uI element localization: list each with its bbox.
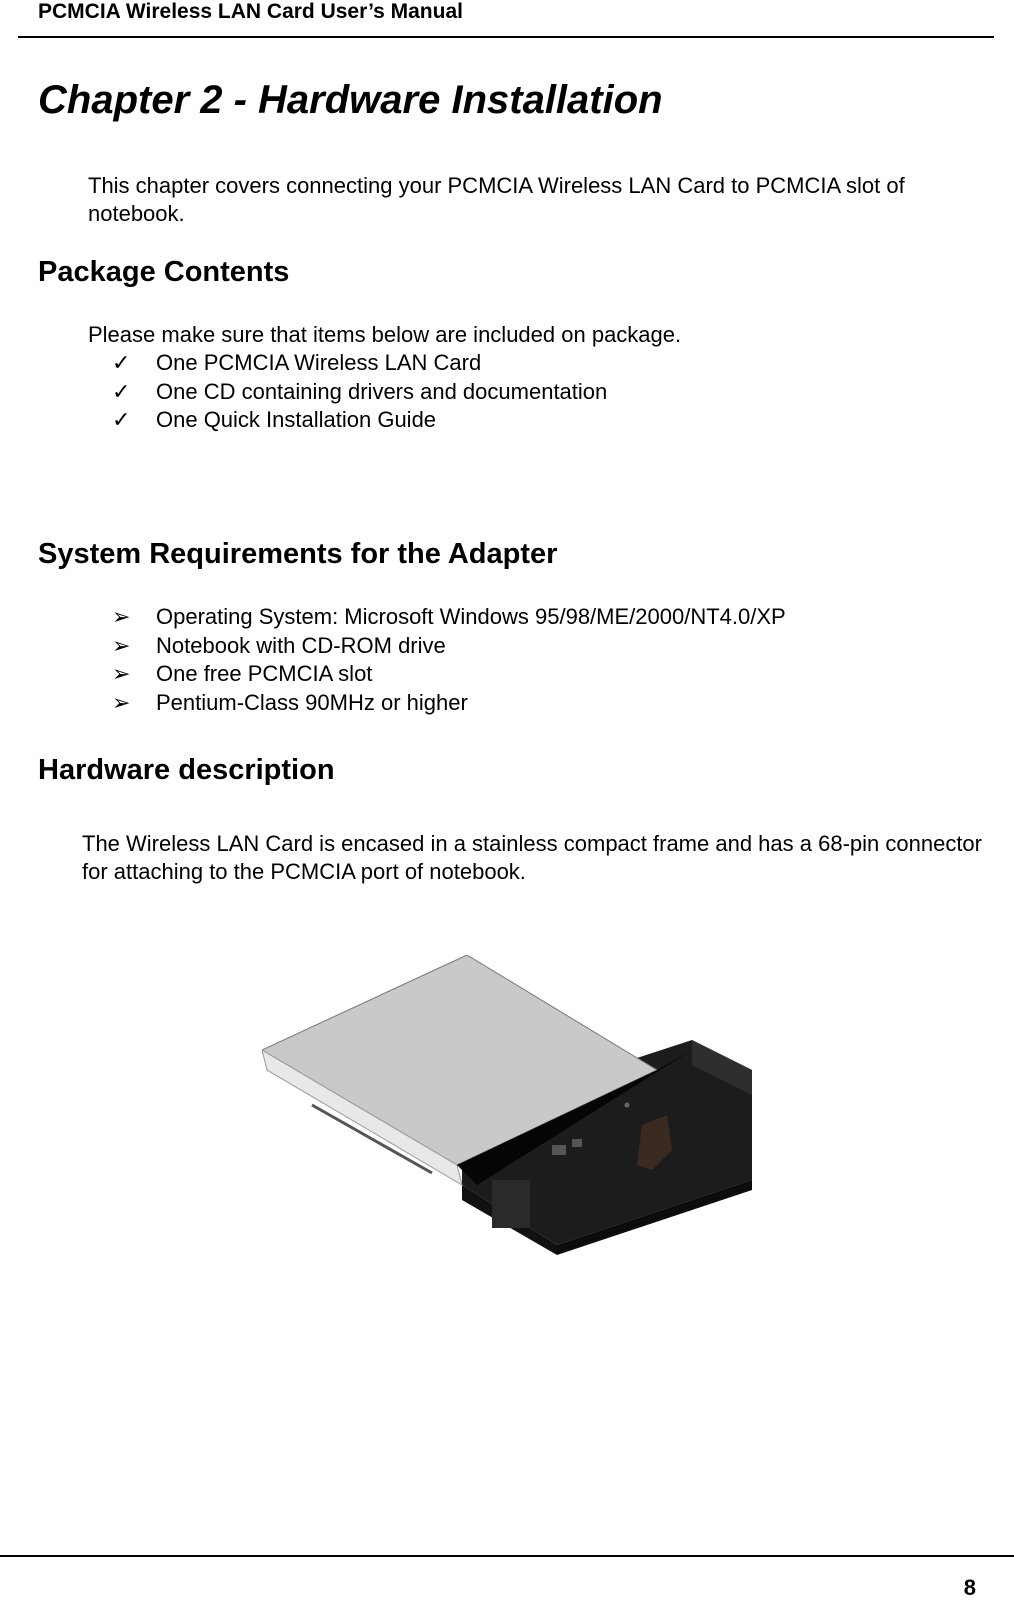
- page-number: 8: [963, 1575, 976, 1600]
- hardware-description-heading: Hardware description: [38, 754, 335, 786]
- pcmcia-card-illustration: [262, 955, 762, 1275]
- list-item-label: One Quick Installation Guide: [156, 407, 437, 432]
- package-contents-heading: Package Contents: [38, 256, 290, 288]
- arrow-bullet-icon: ➢: [112, 689, 131, 715]
- list-item-label: Notebook with CD-ROM drive: [156, 632, 446, 658]
- list-item-label: One PCMCIA Wireless LAN Card: [156, 350, 482, 375]
- checkmark-icon: ✓: [112, 350, 131, 375]
- list-item: [112, 349, 607, 378]
- package-contents-lead: Please make sure that items below are included on package.: [88, 322, 682, 347]
- running-header: PCMCIA Wireless LAN Card User’s Manual: [38, 0, 463, 23]
- chapter-intro: This chapter covers connecting your PCMCIA Wireless LAN Card to PCMCIA slot of notebook.: [88, 173, 905, 226]
- arrow-bullet-icon: ➢: [112, 632, 131, 658]
- checkmark-icon: ✓: [112, 407, 131, 432]
- list-item-label: Pentium-Class 90MHz or higher: [156, 689, 468, 715]
- list-item: [112, 603, 786, 632]
- list-item-label: One CD containing drivers and documentation: [156, 378, 608, 404]
- list-item-label: One free PCMCIA slot: [156, 661, 373, 686]
- arrow-bullet-icon: ➢: [112, 661, 131, 686]
- hardware-description-body: The Wireless LAN Card is encased in a stainless compact frame and has a 68-pin connector for attaching to the PCMCIA port of notebook.: [82, 831, 982, 884]
- package-contents-list: [112, 349, 608, 435]
- list-item: [112, 660, 786, 689]
- list-item-label: Operating System: Microsoft Windows 95/98/ME/2000/NT4.0/XP: [156, 604, 786, 629]
- list-item: [112, 632, 786, 661]
- footer-rule: [0, 1555, 1014, 1557]
- list-item: [112, 406, 607, 435]
- arrow-bullet-icon: ➢: [112, 604, 131, 629]
- list-item: [112, 689, 786, 718]
- list-item: [112, 378, 608, 407]
- system-requirements-list: [112, 603, 786, 717]
- system-requirements-heading: System Requirements for the Adapter: [38, 538, 558, 570]
- chapter-title: Chapter 2 - Hardware Installation: [38, 78, 663, 122]
- checkmark-icon: ✓: [112, 378, 131, 404]
- header-rule: [18, 36, 994, 38]
